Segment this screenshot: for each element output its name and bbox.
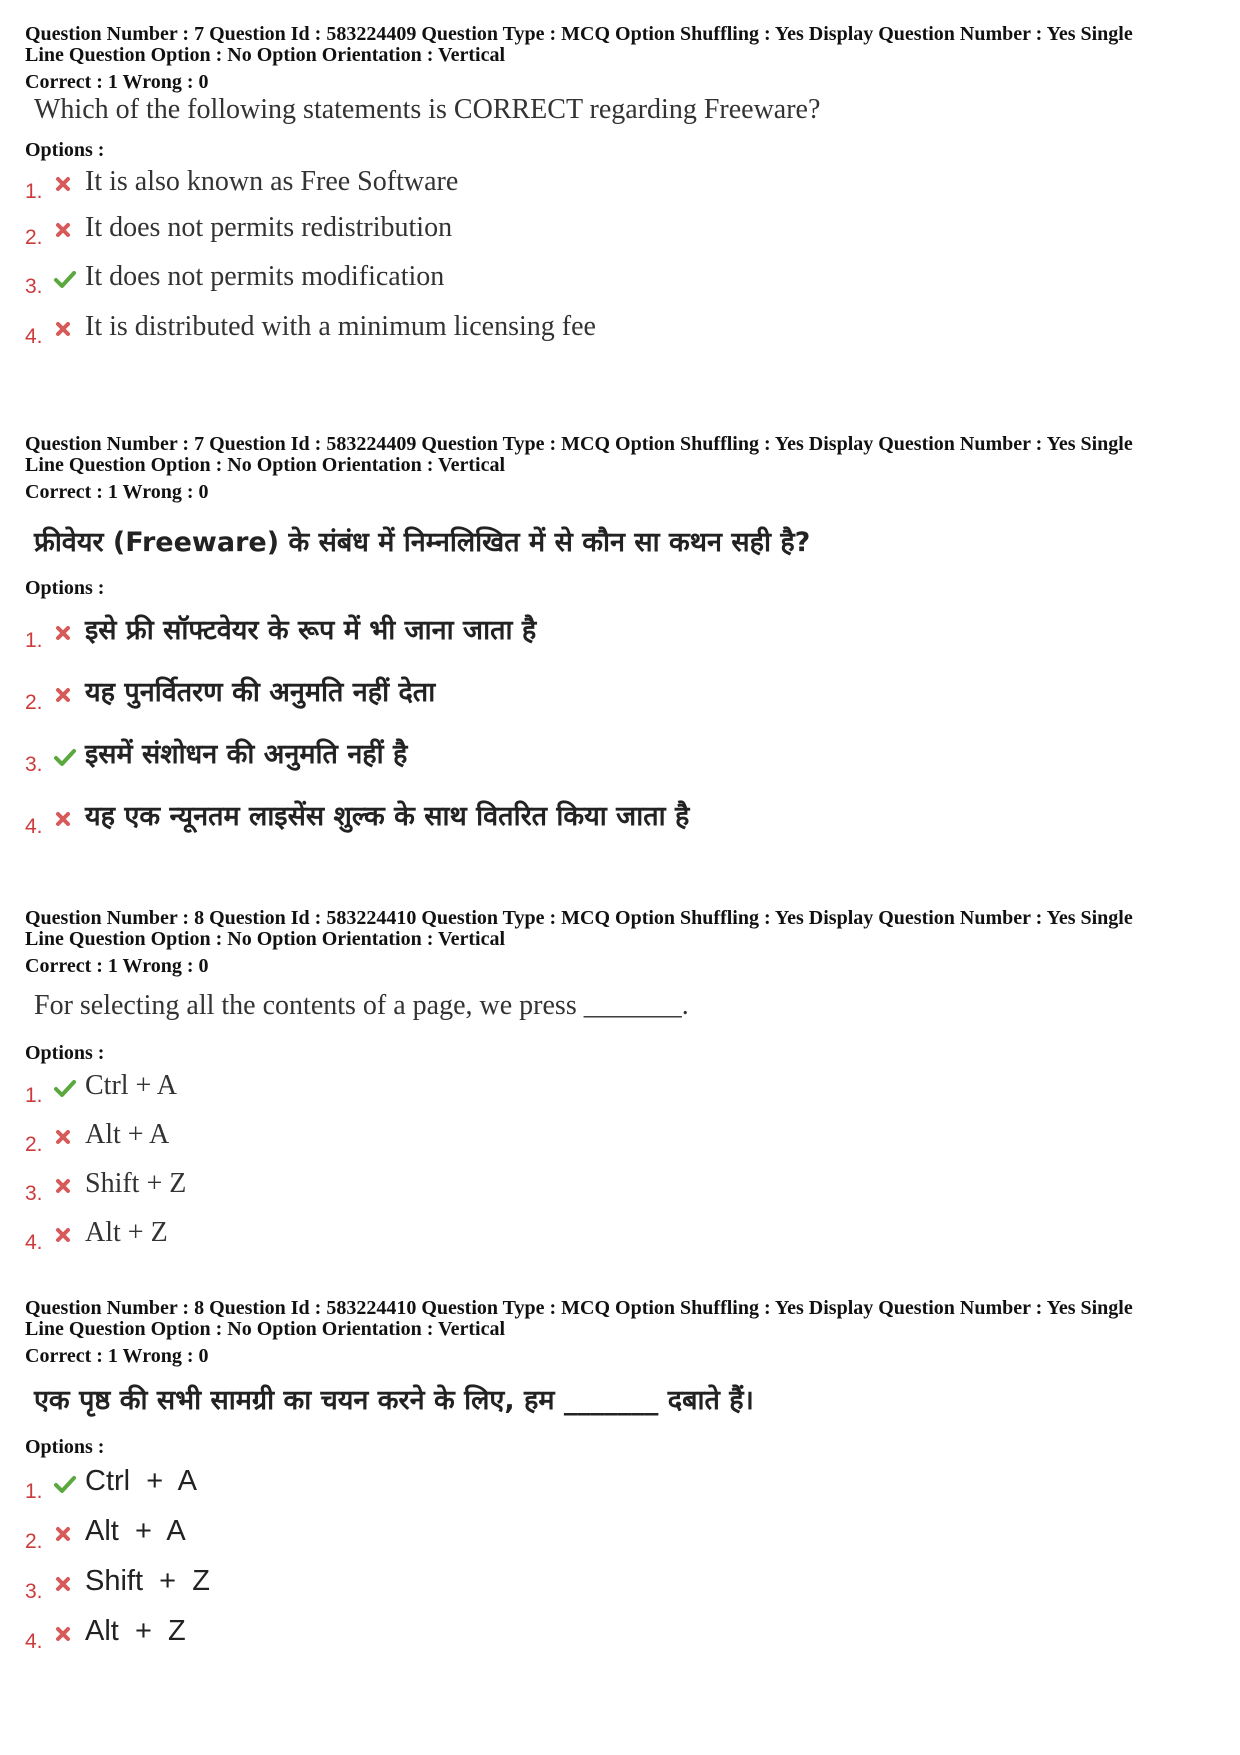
wrong-mark-icon <box>53 1127 81 1149</box>
wrong-mark-icon <box>53 319 81 341</box>
wrong-mark-icon <box>53 623 81 645</box>
option-2 <box>25 1119 170 1156</box>
metadata-line-2: Line Question Option : No Option Orientation : Vertical <box>25 454 506 476</box>
option-number: 1. <box>25 1480 43 1503</box>
question-metadata <box>25 434 1225 476</box>
option-number: 4. <box>25 815 43 838</box>
option-number: 3. <box>25 1580 43 1603</box>
wrong-mark-icon <box>53 1574 81 1596</box>
option-text: इसे फ्री सॉफ्टवेयर के रूप में भी जाना जाता है <box>85 615 537 646</box>
metadata-line-1: Question Number : 8 Question Id : 583224410 Question Type : MCQ Option Shuffling : Yes Display Question Number : Yes Single <box>25 1297 1133 1319</box>
question-text: फ्रीवेयर (Freeware) के संबंध में निम्नलिखित में से कौन सा कथन सही है? <box>34 527 811 558</box>
option-4 <box>25 796 690 838</box>
option-text: Ctrl + A <box>85 1465 198 1497</box>
wrong-mark-icon <box>53 1176 81 1198</box>
options-label: Options : <box>25 577 105 599</box>
option-2 <box>25 672 436 714</box>
option-3 <box>25 261 445 298</box>
option-3 <box>25 1168 187 1205</box>
option-number: 2. <box>25 226 43 249</box>
option-number: 1. <box>25 1084 43 1107</box>
option-text: यह पुनर्वितरण की अनुमति नहीं देता <box>85 677 436 708</box>
option-4 <box>25 1615 186 1653</box>
metadata-line-2: Line Question Option : No Option Orientation : Vertical <box>25 928 506 950</box>
wrong-mark-icon <box>53 1624 81 1646</box>
wrong-mark-icon <box>53 685 81 707</box>
option-1 <box>25 1465 198 1503</box>
option-4 <box>25 1217 168 1254</box>
question-block-q8-hi <box>25 1298 1225 1678</box>
option-text: It does not permits modification <box>85 261 445 292</box>
correct-check-icon <box>53 1474 81 1496</box>
option-number: 3. <box>25 753 43 776</box>
question-block-q7-en <box>25 24 1225 404</box>
option-4 <box>25 311 596 348</box>
wrong-mark-icon <box>53 220 81 242</box>
question-metadata <box>25 24 1225 66</box>
option-text: Alt + Z <box>85 1217 168 1248</box>
wrong-mark-icon <box>53 809 81 831</box>
option-text: It does not permits redistribution <box>85 212 453 243</box>
option-text: Alt + A <box>85 1515 186 1547</box>
correct-check-icon <box>53 269 81 291</box>
option-1 <box>25 610 537 652</box>
option-3 <box>25 1565 210 1603</box>
option-text: It is also known as Free Software <box>85 166 459 197</box>
question-text: Which of the following statements is CORRECT regarding Freeware? <box>34 94 821 125</box>
correct-check-icon <box>53 1078 81 1100</box>
option-text: Alt + A <box>85 1119 170 1150</box>
wrong-mark-icon <box>53 1524 81 1546</box>
option-text: Shift + Z <box>85 1168 187 1199</box>
wrong-mark-icon <box>53 174 81 196</box>
option-number: 2. <box>25 1530 43 1553</box>
metadata-line-1: Question Number : 7 Question Id : 583224409 Question Type : MCQ Option Shuffling : Yes Display Question Number : Yes Single <box>25 433 1133 455</box>
options-label: Options : <box>25 139 105 161</box>
question-metadata <box>25 1298 1225 1340</box>
metadata-line-2: Line Question Option : No Option Orientation : Vertical <box>25 44 506 66</box>
question-text: For selecting all the contents of a page, we press _______. <box>34 990 689 1021</box>
option-number: 4. <box>25 325 43 348</box>
option-2 <box>25 212 453 249</box>
option-number: 3. <box>25 275 43 298</box>
option-text: Shift + Z <box>85 1565 210 1597</box>
option-1 <box>25 1070 178 1107</box>
option-number: 4. <box>25 1630 43 1653</box>
option-text: यह एक न्यूनतम लाइसेंस शुल्क के साथ वितरित किया जाता है <box>85 801 690 832</box>
question-block-q7-hi <box>25 434 1225 874</box>
marking-scheme: Correct : 1 Wrong : 0 <box>25 481 209 503</box>
metadata-line-2: Line Question Option : No Option Orientation : Vertical <box>25 1318 506 1340</box>
question-block-q8-en <box>25 908 1225 1268</box>
option-2 <box>25 1515 186 1553</box>
option-text: इसमें संशोधन की अनुमति नहीं है <box>85 739 408 770</box>
option-number: 1. <box>25 180 43 203</box>
question-metadata <box>25 908 1225 950</box>
option-number: 4. <box>25 1231 43 1254</box>
question-text: एक पृष्ठ की सभी सामग्री का चयन करने के लिए, हम _______ दबाते हैं। <box>34 1385 754 1416</box>
options-label: Options : <box>25 1042 105 1064</box>
option-text: Alt + Z <box>85 1615 186 1647</box>
metadata-line-1: Question Number : 7 Question Id : 583224409 Question Type : MCQ Option Shuffling : Yes Display Question Number : Yes Single <box>25 23 1133 45</box>
marking-scheme: Correct : 1 Wrong : 0 <box>25 71 209 93</box>
option-3 <box>25 734 408 776</box>
option-number: 1. <box>25 629 43 652</box>
marking-scheme: Correct : 1 Wrong : 0 <box>25 955 209 977</box>
metadata-line-1: Question Number : 8 Question Id : 583224410 Question Type : MCQ Option Shuffling : Yes Display Question Number : Yes Single <box>25 907 1133 929</box>
option-text: It is distributed with a minimum licensing fee <box>85 311 596 342</box>
option-number: 2. <box>25 691 43 714</box>
correct-check-icon <box>53 747 81 769</box>
option-number: 2. <box>25 1133 43 1156</box>
marking-scheme: Correct : 1 Wrong : 0 <box>25 1345 209 1367</box>
option-1 <box>25 166 459 203</box>
wrong-mark-icon <box>53 1225 81 1247</box>
options-label: Options : <box>25 1436 105 1458</box>
option-text: Ctrl + A <box>85 1070 178 1101</box>
option-number: 3. <box>25 1182 43 1205</box>
